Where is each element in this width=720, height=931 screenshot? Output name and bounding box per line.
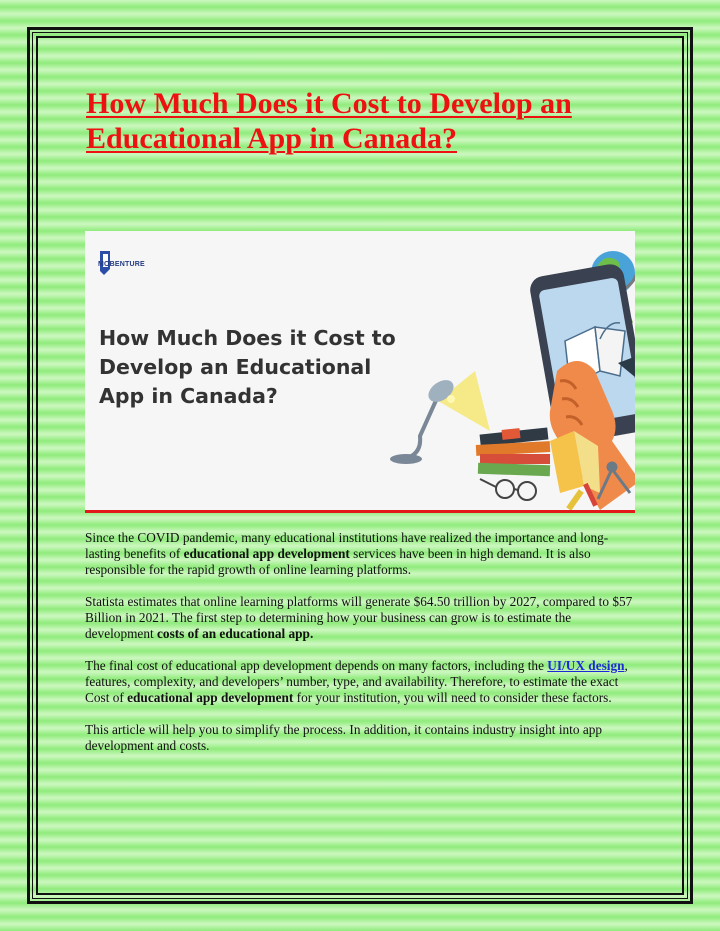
glasses-icon [480,479,536,500]
bold-phrase: educational app development [127,690,294,705]
hero-banner-image [85,231,635,513]
banner-divider [85,510,635,513]
logo-text: MOBENTURE [98,261,145,268]
paragraph-1: Since the COVID pandemic, many educational institutions have realized the importance and long-lasting benefits of educational app development services have been in high demand. It is also responsible for the rapid growth of online learning platforms. [85,530,609,577]
desk-lamp-icon [390,371,490,464]
article-title: How Much Does it Cost to Develop an Educational App in Canada? [86,87,572,155]
bold-phrase: costs of an educational app. [157,626,314,641]
paragraph-3: The final cost of educational app development depends on many factors, including the UI/UX design, features, complexity, and developers’ number, type, and availability. Therefore, to estimate the exact Cost of educational app development for your institution, you will need to consider these factors. [85,658,628,705]
article-body [85,530,637,770]
bold-phrase: educational app development [183,546,350,561]
books-stack-left-icon [476,427,550,476]
paragraph-4: This article will help you to simplify the process. In addition, it contains industry insight into app development and costs. [85,722,603,753]
banner-heading: How Much Does it Cost to Develop an Educational App in Canada? [99,326,396,408]
paragraph-2: Statista estimates that online learning platforms will generate $64.50 trillion by 2027, compared to $57 Billion in 2021. The first step to determining how your business can grow is to estimate the development costs of an educational app. [85,594,633,641]
ui-ux-design-link[interactable]: UI/UX design [547,658,625,673]
education-illustration [350,231,635,510]
